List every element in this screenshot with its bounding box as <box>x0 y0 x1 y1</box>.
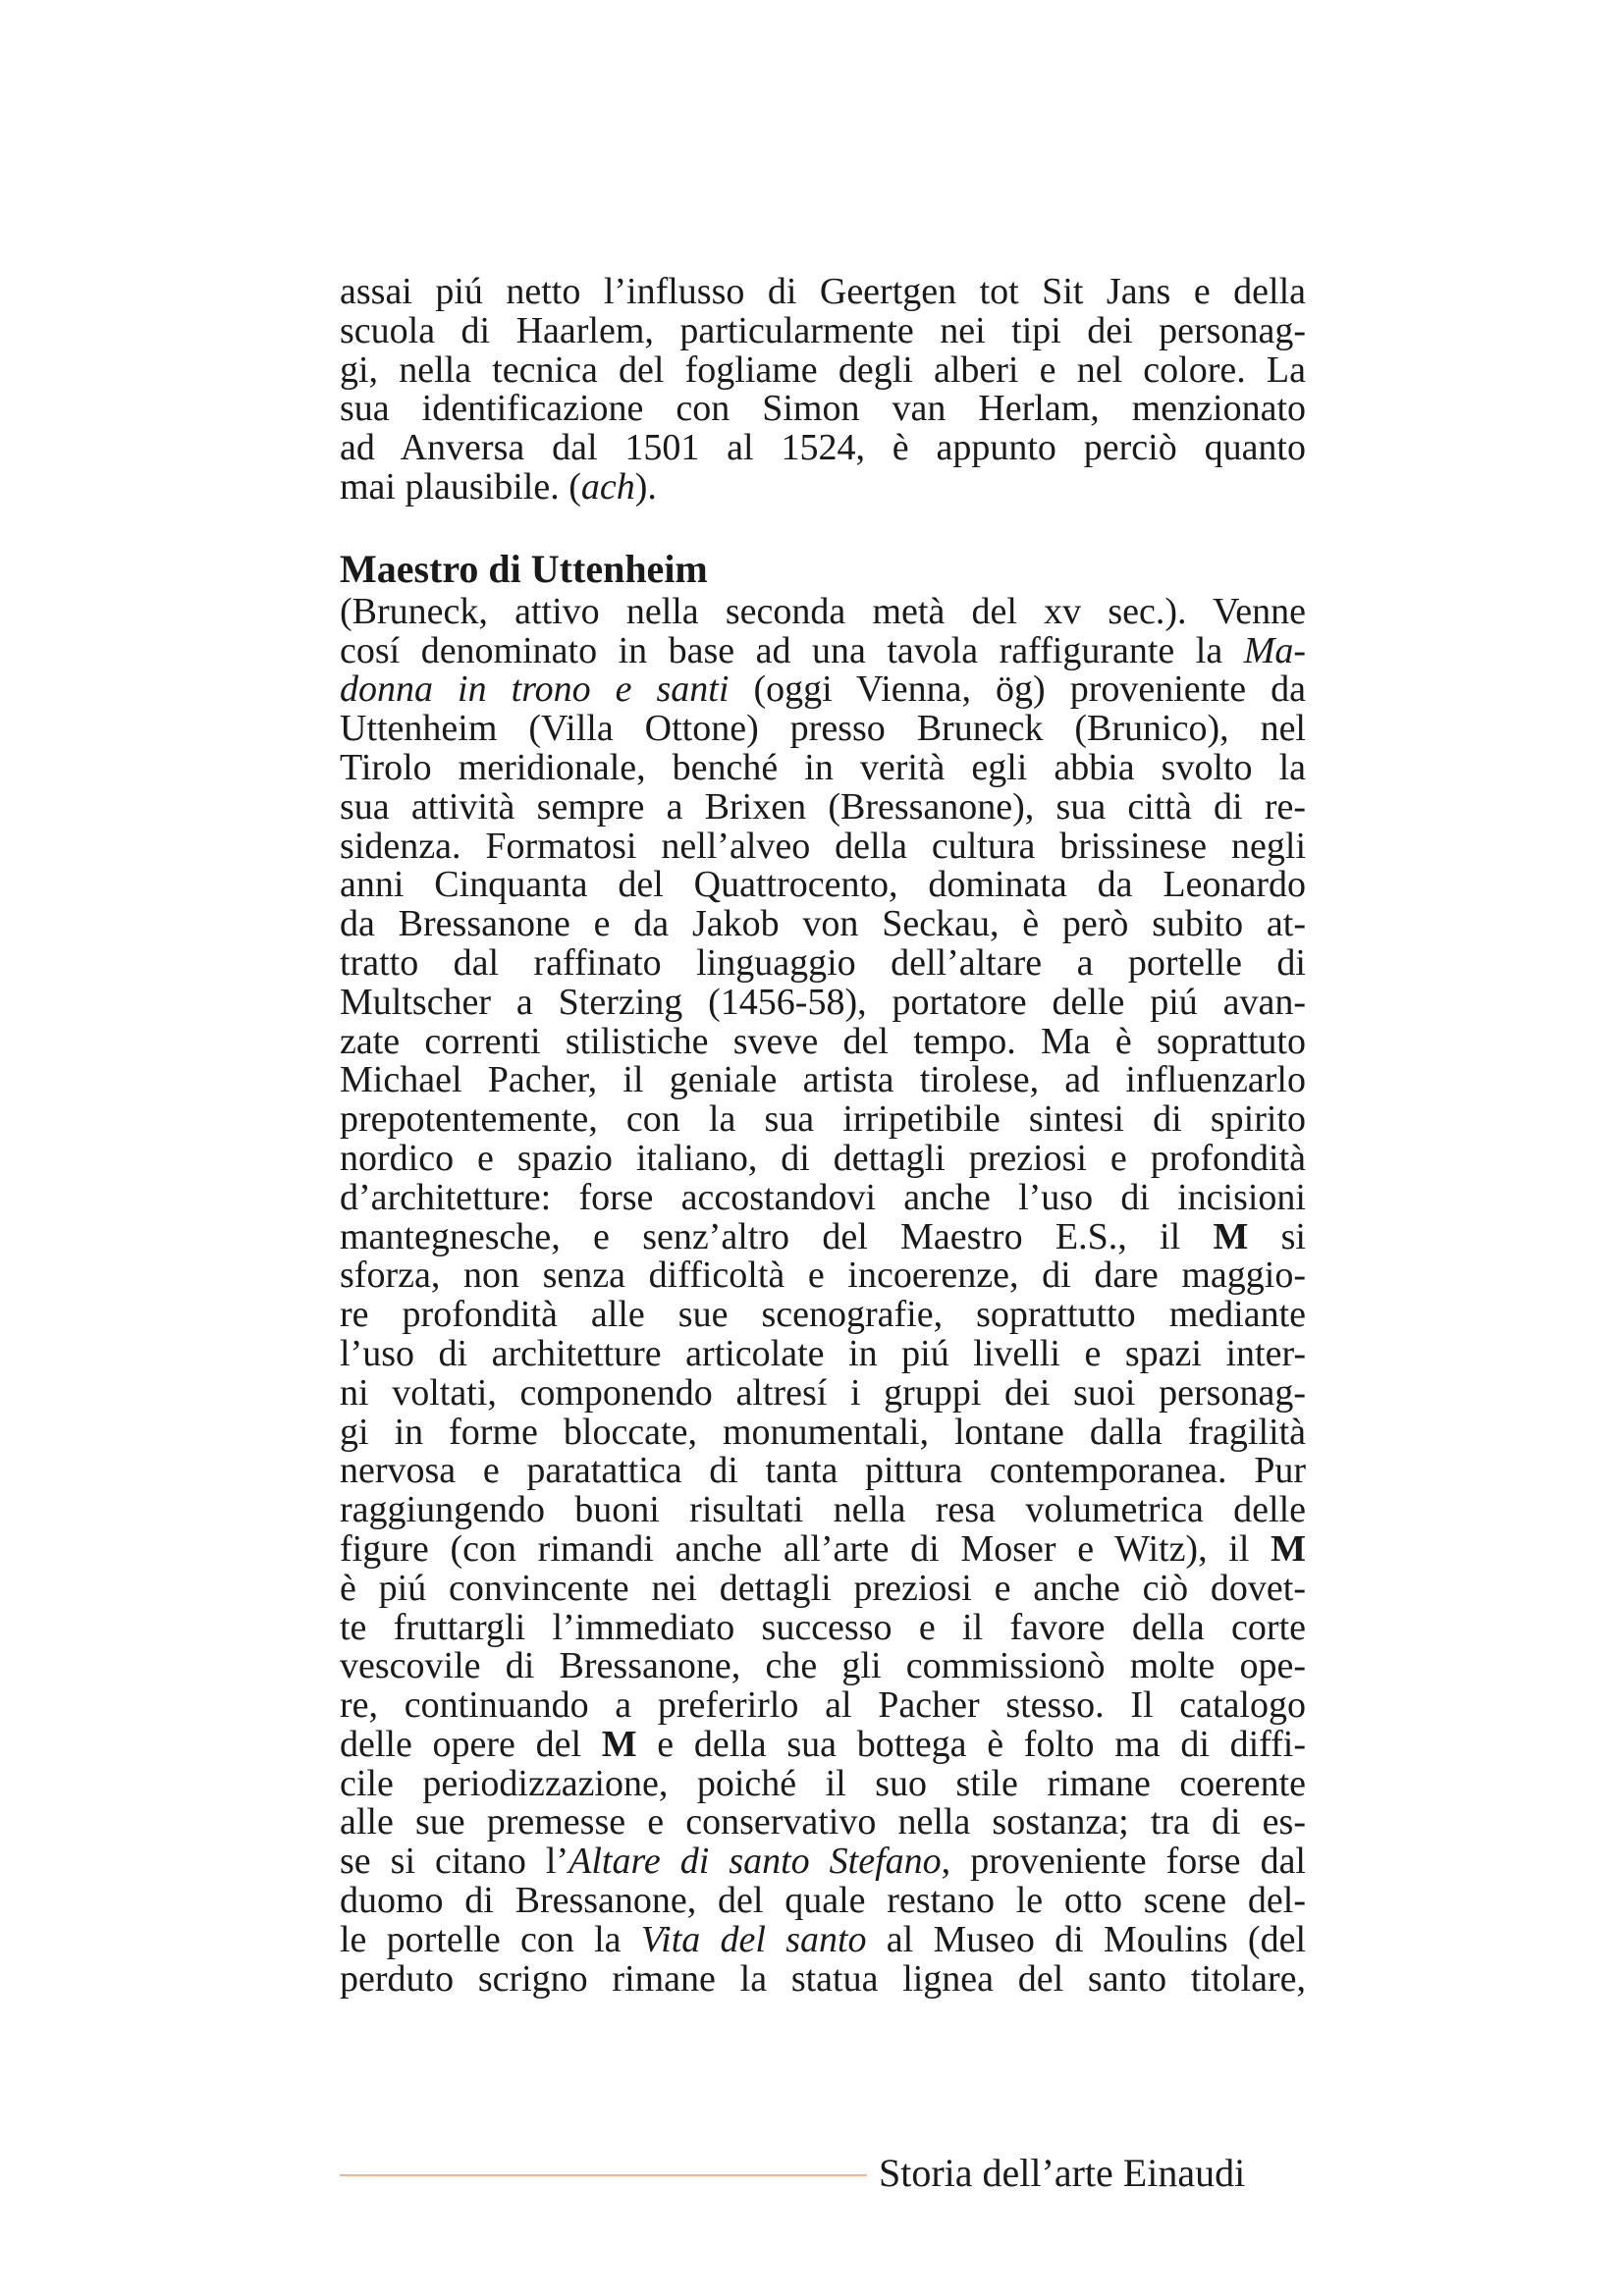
text-line: re profondità alle sue scenografie, soprattutto mediante <box>340 1294 1306 1336</box>
text-line: nordico e spazio italiano, di dettagli preziosi e profondità <box>340 1137 1306 1179</box>
text-line <box>340 465 1306 507</box>
footer-rule <box>340 2174 867 2176</box>
entry-body <box>340 590 1307 2000</box>
text-run: mai plausibile. ( <box>340 465 581 507</box>
text-line: tratto dal raffinato linguaggio dell’altare a portelle di <box>340 941 1306 984</box>
text-line <box>340 629 1306 671</box>
text-line <box>340 670 1306 710</box>
text-line: (Bruneck, attivo nella seconda metà del xv sec.). Venne <box>340 590 1306 632</box>
text-line: l’uso di architetture articolate in piú livelli e spazi inter- <box>340 1332 1306 1374</box>
text-line: alle sue premesse e conservativo nella sostanza; tra di es- <box>340 1801 1306 1843</box>
text-run: le portelle con la <box>340 1918 641 1960</box>
text-run: cosí denominato in base ad una tavola raffigurante la <box>340 629 1244 671</box>
text-line: assai piú netto l’influsso di Geertgen tot Sit Jans e della <box>340 271 1306 312</box>
text-line: da Bressanone e da Jakob von Seckau, è però subito at- <box>340 903 1306 945</box>
text-line: ad Anversa dal 1501 al 1524, è appunto perciò quanto <box>340 427 1306 469</box>
text-line: raggiungendo buoni risultati nella resa volumetrica delle <box>340 1489 1306 1531</box>
text-run: mantegnesche, e senz’altro del Maestro E.S., il <box>340 1215 1214 1257</box>
text-line: prepotentemente, con la sua irripetibile sintesi di spirito <box>340 1098 1306 1141</box>
text-line <box>340 1842 1306 1882</box>
page-body <box>340 273 1306 1999</box>
artwork-title: Ma- <box>1243 629 1306 671</box>
text-line: Michael Pacher, il geniale artista tirolese, ad influenzarlo <box>340 1059 1306 1101</box>
text-line: perduto scrigno rimane la statua lignea del santo titolare, <box>340 1957 1306 2000</box>
footer-title: Storia dell’arte Einaudi <box>879 2151 1246 2195</box>
text-line <box>340 1527 1306 1570</box>
text-run: al Museo di Moulins (del <box>866 1918 1306 1960</box>
text-line: duomo di Bressanone, del quale restano le otto scene del- <box>340 1880 1306 1922</box>
text-line <box>340 1723 1306 1765</box>
artwork-title: Altare di santo Stefano <box>568 1841 942 1883</box>
text-line: vescovile di Bressanone, che gli commissionò molte ope- <box>340 1645 1306 1687</box>
text-line: re, continuando a preferirlo al Pacher stesso. Il catalogo <box>340 1684 1306 1727</box>
text-line: nervosa e paratattica di tanta pittura contemporanea. Pur <box>340 1450 1306 1492</box>
text-line: te fruttargli l’immediato successo e il favore della corte <box>340 1606 1306 1648</box>
text-run: (oggi Vienna, ög) proveniente da <box>729 668 1307 711</box>
text-line: gi, nella tecnica del fogliame degli alberi e nel colore. La <box>340 348 1306 391</box>
text-line: sidenza. Formatosi nell’alveo della cultura brissinese negli <box>340 825 1306 867</box>
master-abbrev: M <box>601 1723 637 1765</box>
text-run: e della sua bottega è folto ma di diffi- <box>636 1723 1306 1765</box>
previous-entry-continuation <box>340 273 1306 507</box>
text-run: ). <box>634 465 657 507</box>
author-initials: ach <box>580 465 635 507</box>
text-line: Multscher a Sterzing (1456-58), portatore delle piú avan- <box>340 981 1306 1023</box>
text-run: si <box>1248 1215 1306 1257</box>
text-line: sforza, non senza difficoltà e incoerenze, di dare maggio- <box>340 1255 1306 1297</box>
text-line: sua identificazione con Simon van Herlam, menzionato <box>340 388 1306 430</box>
text-run: figure (con rimandi anche all’arte di Moser e Witz), il <box>340 1527 1271 1570</box>
entry-title: Maestro di Uttenheim <box>340 546 708 591</box>
text-line: d’architetture: forse accostandovi anche l’uso di incisioni <box>340 1176 1306 1218</box>
master-abbrev: M <box>1271 1527 1306 1570</box>
text-line <box>340 1215 1306 1257</box>
text-line: gi in forme bloccate, monumentali, lontane dalla fragilità <box>340 1411 1306 1453</box>
text-line: zate correnti stilistiche sveve del tempo. Ma è soprattuto <box>340 1020 1306 1062</box>
artwork-title: Vita del santo <box>640 1918 867 1960</box>
artwork-title: donna in trono e santi <box>340 668 730 711</box>
master-abbrev: M <box>1213 1215 1249 1257</box>
text-line: anni Cinquanta del Quattrocento, dominata da Leonardo <box>340 864 1306 906</box>
text-run: delle opere del <box>340 1723 602 1765</box>
text-line: sua attività sempre a Brixen (Bressanone), sua città di re- <box>340 785 1306 828</box>
text-line: Uttenheim (Villa Ottone) presso Bruneck (Brunico), nel <box>340 708 1306 750</box>
text-run: , proveniente forse dal <box>941 1841 1306 1883</box>
text-line: ni voltati, componendo altresí i gruppi dei suoi personag- <box>340 1371 1306 1414</box>
text-run: se si citano l’ <box>340 1841 569 1883</box>
text-line <box>340 1918 1306 1960</box>
text-line: cile periodizzazione, poiché il suo stile rimane coerente <box>340 1762 1306 1804</box>
text-line: Tirolo meridionale, benché in verità egli abbia svolto la <box>340 746 1306 788</box>
text-line: è piú convincente nei dettagli preziosi e anche ciò dovet- <box>340 1567 1306 1609</box>
text-line: scuola di Haarlem, particularmente nei tipi dei personag- <box>340 309 1306 351</box>
